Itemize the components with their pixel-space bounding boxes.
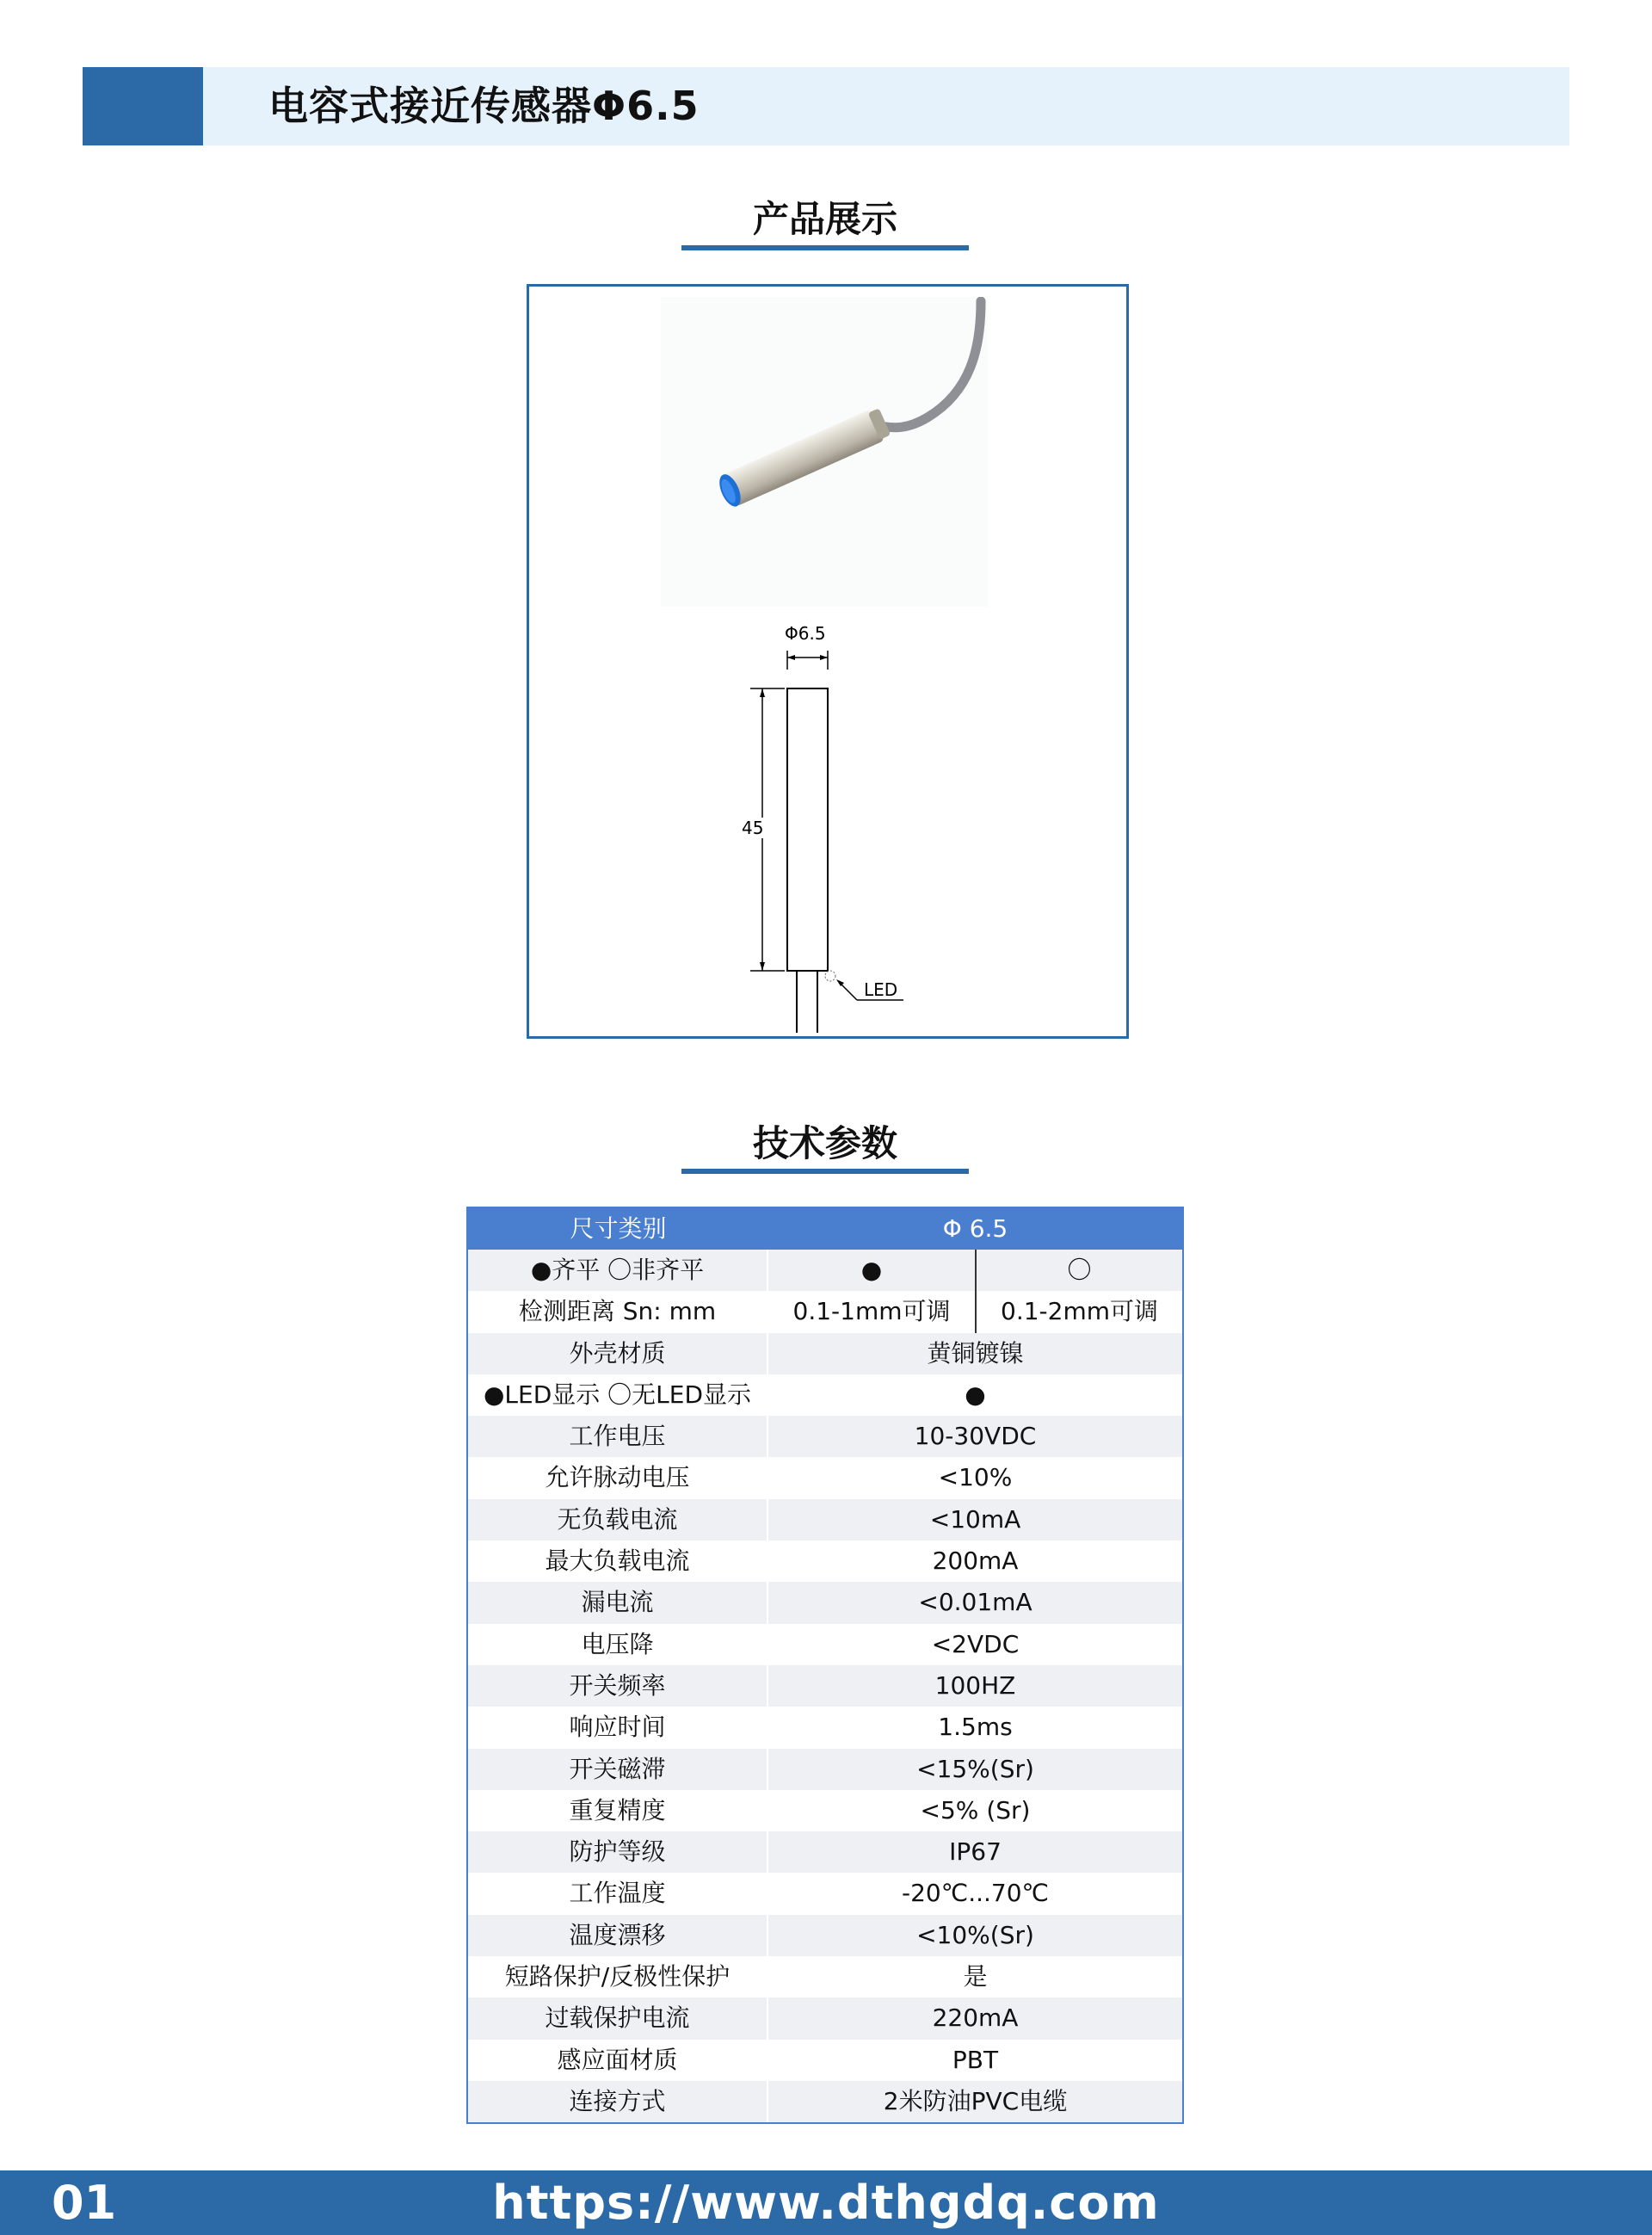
row-value: <2VDC (931, 1629, 1020, 1658)
product-photo (661, 297, 988, 607)
table-row (468, 1873, 1182, 1914)
table-row (468, 1915, 1182, 1956)
section-title-specs: 技术参数 (752, 1122, 897, 1164)
row-label: 电压降 (468, 1624, 768, 1665)
table-row (468, 1707, 1182, 1748)
row-label: 响应时间 (468, 1707, 768, 1748)
row-label: 短路保护/反极性保护 (468, 1956, 768, 1997)
row-value: 1.5ms (938, 1713, 1013, 1742)
footer-url-link[interactable]: https://www.dthgdq.com (492, 2176, 1160, 2230)
table-row (468, 2040, 1182, 2081)
row-value: <10mA (929, 1504, 1021, 1534)
row-value: 2米防油PVC电缆 (883, 2086, 1068, 2115)
table-row-flush (468, 1250, 1182, 1291)
length-label: 45 (742, 818, 764, 838)
table-row (468, 1790, 1182, 1831)
table-row-range (468, 1291, 1182, 1332)
row-value: 100HZ (934, 1670, 1016, 1700)
section-title-product: 产品展示 (752, 198, 897, 240)
table-header-label: 尺寸类别 (570, 1214, 667, 1243)
range-value-b: 0.1-2mm可调 (1001, 1297, 1158, 1326)
table-row (468, 1457, 1182, 1498)
row-label: 最大负载电流 (468, 1540, 768, 1582)
row-label: 工作温度 (468, 1873, 768, 1914)
table-row (468, 1499, 1182, 1540)
row-value: PBT (952, 2045, 999, 2074)
page-title: 电容式接近传感器Φ6.5 (268, 83, 700, 129)
row-value: <15%(Sr) (916, 1754, 1034, 1783)
row-value: 是 (963, 1962, 988, 1991)
row-label: 开关磁滞 (468, 1749, 768, 1790)
row-value: 黄铜镀镍 (927, 1338, 1024, 1368)
row-value: <5% (Sr) (920, 1795, 1031, 1824)
table-row (468, 1749, 1182, 1790)
dimension-drawing-svg (742, 618, 914, 1040)
row-label: 允许脉动电压 (468, 1457, 768, 1498)
table-header-value: Φ 6.5 (942, 1214, 1008, 1243)
row-label: 无负载电流 (468, 1499, 768, 1540)
row-value: IP67 (949, 1837, 1002, 1867)
row-value: <10% (938, 1463, 1013, 1492)
flush-value-a: ● (768, 1250, 977, 1291)
table-row (468, 2081, 1182, 2122)
header-accent-block (83, 67, 203, 145)
table-row (468, 1831, 1182, 1873)
row-label: 工作电压 (468, 1416, 768, 1457)
row-label: 开关频率 (468, 1665, 768, 1707)
row-value: 220mA (932, 2003, 1019, 2033)
table-row (468, 1374, 1182, 1416)
flush-label: ●齐平 〇非齐平 (468, 1250, 768, 1291)
row-label: 漏电流 (468, 1582, 768, 1623)
table-row (468, 1997, 1182, 2039)
row-label: 外壳材质 (468, 1333, 768, 1374)
row-label: 过载保护电流 (468, 1997, 768, 2039)
section-underline-product (681, 245, 969, 250)
row-value: <0.01mA (918, 1588, 1032, 1617)
row-label: 感应面材质 (468, 2040, 768, 2081)
table-header-row (468, 1208, 1182, 1250)
diameter-label: Φ6.5 (785, 623, 826, 644)
row-value: ● (965, 1380, 986, 1409)
row-value: <10%(Sr) (916, 1920, 1034, 1949)
table-row (468, 1956, 1182, 1997)
section-underline-specs (681, 1169, 969, 1174)
row-label: 温度漂移 (468, 1915, 768, 1956)
table-row (468, 1582, 1182, 1623)
range-label: 检测距离 Sn: mm (468, 1291, 768, 1332)
row-label: 重复精度 (468, 1790, 768, 1831)
row-label: 防护等级 (468, 1831, 768, 1873)
table-row (468, 1624, 1182, 1665)
table-row (468, 1416, 1182, 1457)
row-label: ●LED显示 〇无LED显示 (468, 1374, 768, 1416)
flush-value-b: 〇 (1067, 1256, 1092, 1284)
sensor-photo-illustration (661, 297, 988, 607)
row-value: 10-30VDC (914, 1422, 1037, 1451)
led-label: LED (864, 979, 898, 1000)
table-row (468, 1540, 1182, 1582)
dimension-drawing (742, 618, 914, 1040)
row-label: 连接方式 (468, 2081, 768, 2122)
table-row (468, 1333, 1182, 1374)
spec-table (466, 1207, 1184, 2124)
row-value: 200mA (932, 1547, 1019, 1576)
row-value: -20℃...70℃ (902, 1879, 1049, 1908)
range-value-a: 0.1-1mm可调 (768, 1291, 977, 1332)
page-number: 01 (52, 2176, 117, 2230)
table-row (468, 1665, 1182, 1707)
